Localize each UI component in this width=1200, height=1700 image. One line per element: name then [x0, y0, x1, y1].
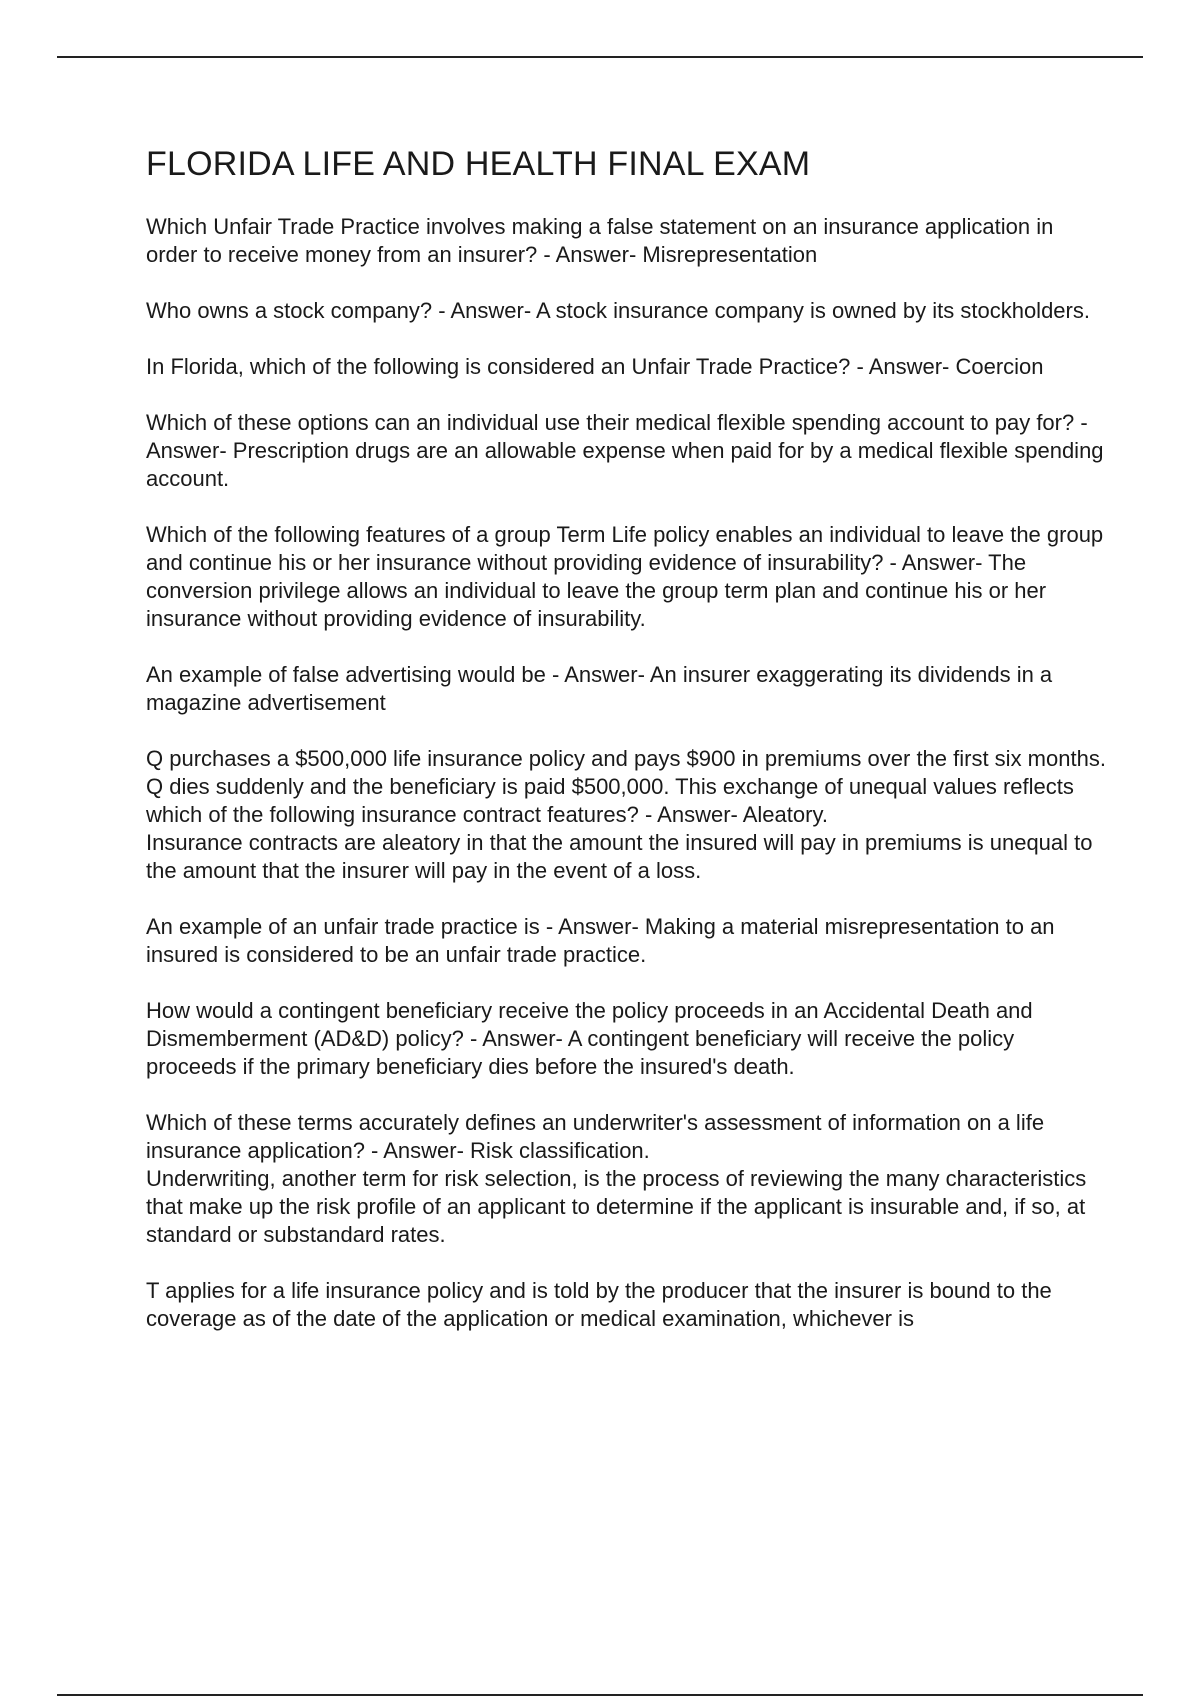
bottom-divider: [57, 1694, 1143, 1696]
qa-text: Q purchases a $500,000 life insurance policy and pays $900 in premiums over the first six months. Q dies suddenly and the beneficiary is paid $500,000. This exchange of unequal values reflects which of the following insurance contract features? - Answer- Aleatory.: [146, 746, 1106, 827]
qa-item: [146, 409, 1106, 493]
qa-text: Insurance contracts are aleatory in that the amount the insured will pay in premiums is unequal to the amount that the insurer will pay in the event of a loss.: [146, 830, 1093, 883]
qa-text: Which Unfair Trade Practice involves making a false statement on an insurance application in order to receive money from an insurer? - Answer- Misrepresentation: [146, 214, 1054, 267]
page-title: FLORIDA LIFE AND HEALTH FINAL EXAM: [146, 145, 811, 183]
qa-item: [146, 1277, 1106, 1333]
qa-text: Who owns a stock company? - Answer- A stock insurance company is owned by its stockholders.: [146, 298, 1090, 323]
qa-item: [146, 997, 1106, 1081]
qa-item: [146, 661, 1106, 717]
qa-item: [146, 521, 1106, 633]
qa-item: [146, 913, 1106, 969]
qa-text: Which of these options can an individual use their medical flexible spending account to pay for? - Answer- Prescription drugs are an allowable expense when paid for by a medical flexible spending account.: [146, 410, 1104, 491]
qa-item: [146, 745, 1106, 885]
qa-text: Underwriting, another term for risk selection, is the process of reviewing the many characteristics that make up the risk profile of an applicant to determine if the applicant is insurable and, if so, at standard or substandard rates.: [146, 1166, 1087, 1247]
top-divider: [57, 56, 1143, 58]
qa-item: [146, 353, 1106, 381]
qa-list: [146, 213, 1106, 1333]
qa-item: [146, 297, 1106, 325]
qa-text: Which of the following features of a group Term Life policy enables an individual to leave the group and continue his or her insurance without providing evidence of insurability? - Answer- The conversion privilege allows an individual to leave the group term plan and continue his or her insurance without providing evidence of insurability.: [146, 522, 1104, 631]
qa-item: [146, 1109, 1106, 1249]
qa-text: How would a contingent beneficiary receive the policy proceeds in an Accidental Death and Dismemberment (AD&D) policy? - Answer- A contingent beneficiary will receive the policy proceeds if the primary beneficiary dies before the insured's death.: [146, 998, 1033, 1079]
qa-text: In Florida, which of the following is considered an Unfair Trade Practice? - Answer- Coercion: [146, 354, 1044, 379]
qa-item: [146, 213, 1106, 269]
qa-text: An example of an unfair trade practice is - Answer- Making a material misrepresentation to an insured is considered to be an unfair trade practice.: [146, 914, 1055, 967]
page-content: [146, 143, 1106, 1361]
qa-text: Which of these terms accurately defines an underwriter's assessment of information on a life insurance application? - Answer- Risk classification.: [146, 1110, 1045, 1163]
qa-text: An example of false advertising would be - Answer- An insurer exaggerating its dividends in a magazine advertisement: [146, 662, 1053, 715]
qa-text: T applies for a life insurance policy and is told by the producer that the insurer is bound to the coverage as of the date of the application or medical examination, whichever is: [146, 1278, 1052, 1331]
